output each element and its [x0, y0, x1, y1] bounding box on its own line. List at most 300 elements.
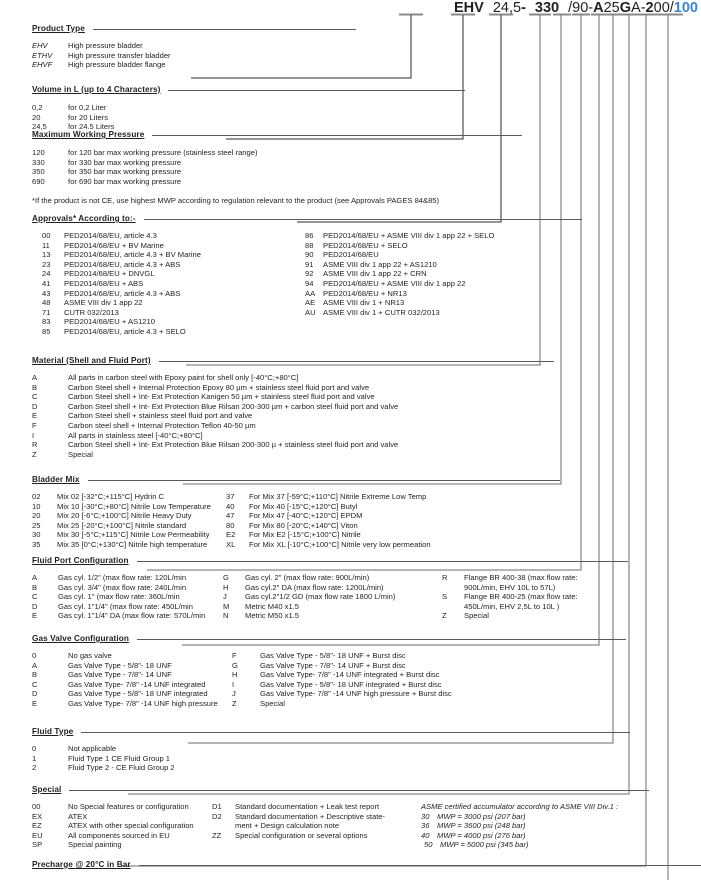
list-item — [32, 177, 522, 187]
section-title-approvals: Approvals* According to:- — [32, 214, 136, 223]
list-item — [305, 308, 555, 318]
section-title-fluid-type: Fluid Type — [32, 727, 74, 736]
row-desc: MWP = 3600 psi (248 bar) — [437, 821, 526, 831]
code-part-approval: 90 — [572, 0, 589, 16]
code-part-gasvalve: A — [631, 0, 641, 16]
list-item — [226, 511, 486, 521]
row-desc: PED2014/68/EU, article 4.3 — [64, 231, 157, 240]
row-code: 20 — [32, 511, 41, 521]
row-code: D1 — [212, 802, 222, 811]
asme-note-text: ASME certified accumulator according to ASME VIII Div.1 : — [421, 802, 619, 811]
list-item — [305, 289, 555, 299]
row-code: M — [223, 601, 230, 611]
code-part-bladder: 25 — [603, 0, 620, 16]
fluid-port-col-2 — [223, 573, 442, 621]
row-desc: Gas cyl. 1"1/4" DA (max flow rate: 570L/min — [58, 611, 206, 621]
row-desc: For Mix 47 [-40°C;+120°C] EPDM — [249, 511, 363, 521]
row-desc: for 0,2 Liter — [68, 103, 107, 112]
section-rule — [88, 480, 560, 481]
row-desc: For Mix 40 [-15°C;+120°C] Butyl — [249, 501, 358, 511]
list-item — [305, 279, 555, 289]
list-item — [32, 831, 212, 841]
section-rule — [81, 732, 630, 733]
row-desc: Mix 10 [-30°C;+80°C] Nitrile Low Temperature — [57, 501, 211, 511]
code-part-fluidtype: 2 — [645, 0, 654, 16]
list-item — [32, 113, 465, 123]
section-special — [32, 785, 651, 850]
list-item — [42, 308, 305, 318]
list-item — [226, 521, 486, 531]
row-code: 330 — [32, 157, 45, 167]
row-code: D2 — [212, 811, 222, 821]
code-part-precharge: 100 — [673, 0, 698, 16]
row-desc: ASME VIII div 1 + NR13 — [323, 298, 405, 308]
row-code: 35 — [32, 539, 41, 549]
row-desc: For Mix 80 [-20°C;+140°C] Viton — [249, 520, 358, 530]
special-col-2 — [212, 802, 421, 850]
row-code: EHVF — [32, 60, 53, 70]
code-part-slash1: / — [568, 0, 573, 16]
section-fluid-type — [32, 727, 630, 773]
section-title-product-type: Product Type — [32, 24, 85, 33]
row-code: EX — [32, 811, 43, 821]
row-code: AU — [305, 307, 316, 317]
row-code: 10 — [32, 501, 41, 511]
list-item — [42, 231, 305, 241]
row-code: Z — [232, 698, 237, 708]
list-item — [32, 821, 212, 831]
list-item — [32, 373, 554, 383]
section-title-gas-valve-configuration: Gas Valve Configuration — [32, 634, 129, 643]
list-item — [32, 651, 232, 661]
list-item — [421, 812, 651, 822]
row-code: 2 — [32, 763, 37, 773]
section-title-bladder-mix: Bladder Mix — [32, 475, 80, 484]
row-desc: Fluid Type 1 CE Fluid Group 1 — [68, 753, 171, 763]
row-code: G — [223, 573, 229, 582]
list-item — [42, 241, 305, 251]
row-desc: PED2014/68/EU — [323, 250, 379, 260]
row-desc: Mix 35 [0°C;+130°C] Nitrile high temperature — [57, 539, 208, 549]
special-col-1 — [32, 802, 212, 850]
row-code: J — [223, 592, 227, 602]
row-code: 36 — [421, 821, 430, 831]
row-code: R — [442, 573, 448, 582]
list-item — [32, 763, 630, 773]
rows-bladder-mix — [32, 492, 560, 550]
section-rule — [144, 219, 582, 220]
rows-material — [32, 373, 554, 459]
row-code: F — [32, 420, 37, 430]
row-desc: Gas cyl. 1/2" (max flow rate: 120L/min — [58, 573, 187, 582]
row-code: 40 — [226, 501, 235, 511]
row-code: 94 — [305, 278, 314, 288]
list-item — [32, 158, 522, 168]
list-item — [32, 167, 522, 177]
row-code: E — [32, 611, 38, 621]
rows-approvals — [32, 231, 582, 337]
list-item — [32, 440, 554, 450]
rows-max-working-pressure — [32, 148, 522, 186]
row-code: EU — [32, 830, 43, 840]
section-title-special: Special — [32, 785, 62, 794]
row-desc: for 350 bar max working pressure — [68, 167, 182, 177]
row-code: C — [32, 679, 38, 689]
code-part-pressure: 330 — [534, 0, 560, 16]
section-product-type — [32, 24, 356, 70]
list-item — [32, 754, 630, 764]
row-desc: Gas Valve Type- 7/8" -14 UNF integrated — [68, 679, 206, 689]
list-item — [232, 651, 492, 661]
list-item — [32, 583, 223, 593]
row-code: 120 — [32, 148, 45, 157]
list-item — [212, 802, 421, 812]
list-item — [32, 60, 356, 70]
list-item — [305, 298, 555, 308]
row-desc: Gas Valve Type- 7/8" -14 UNF high pressure — [68, 698, 218, 708]
row-desc: ASME VIII div 1 + CUTR 032/2013 — [323, 307, 440, 317]
list-item — [442, 592, 592, 611]
list-item — [305, 241, 555, 251]
section-max-working-pressure — [32, 130, 522, 206]
list-item — [232, 689, 492, 699]
row-code: J — [232, 689, 236, 699]
row-desc: for 690 bar max working pressure — [68, 176, 182, 186]
row-code: 30 — [32, 530, 41, 540]
row-desc: Mix 25 [-20°C;+100°C] Nitrile standard — [57, 520, 187, 530]
asme-note-title — [421, 802, 651, 812]
section-rule — [137, 561, 628, 562]
row-desc: Carbon steel shell + Internal Protection Teflon 40-50 µm — [68, 420, 256, 430]
fluid-port-col-3 — [442, 573, 592, 621]
row-code: C — [32, 592, 38, 602]
row-code: Z — [32, 449, 37, 459]
code-part-volume: 24,5 — [492, 0, 522, 16]
section-title-max-working-pressure: Maximum Working Pressure — [32, 130, 145, 139]
row-code: 02 — [32, 492, 41, 501]
row-desc: Gas Valve Type - 5/8"- 18 UNF integrated — [68, 689, 208, 699]
row-code: G — [232, 660, 238, 670]
section-volume — [32, 85, 465, 132]
row-desc: PED2014/68/EU + BV Marine — [64, 240, 164, 250]
row-code: D — [32, 689, 38, 699]
row-desc: Gas cyl. 1"1/4" (max flow rate: 450L/min — [58, 601, 193, 611]
row-code: 83 — [42, 317, 51, 327]
row-desc: Standard documentation + Descriptive state- — [235, 811, 386, 821]
list-item — [32, 103, 465, 113]
bladder-mix-col-2 — [226, 492, 486, 550]
row-desc: For Mix E2 [-15°C;+100°C] Nitrile — [249, 530, 361, 540]
list-item — [32, 521, 226, 531]
row-code: Z — [442, 611, 447, 621]
list-item — [32, 450, 554, 460]
list-item — [212, 812, 421, 822]
row-desc: All parts in stainless steel [-40°C;+80°C] — [68, 430, 203, 440]
row-desc: PED2014/68/EU + DNVGL — [64, 269, 155, 279]
list-item — [42, 317, 305, 327]
code-part-special: 00 — [653, 0, 670, 16]
list-item — [32, 840, 212, 850]
list-item — [32, 492, 226, 502]
list-item — [32, 670, 232, 680]
section-rule — [159, 361, 554, 362]
row-code: D — [32, 601, 38, 611]
row-code: 47 — [226, 511, 235, 521]
row-desc: Fluid Type 2 - CE Fluid Group 2 — [68, 763, 175, 773]
row-code: B — [32, 382, 38, 392]
list-item — [32, 530, 226, 540]
row-desc: Mix 30 [-5°C;+115°C] Nitrile Low Permeability — [57, 530, 210, 540]
row-code: 50 — [424, 840, 433, 850]
row-desc: MWP = 3000 psi (207 bar) — [437, 811, 526, 821]
row-desc: PED2014/68/EU + AS1210 — [64, 317, 155, 327]
section-title-volume: Volume in L (up to 4 Characters) — [32, 85, 161, 94]
list-item — [442, 573, 592, 592]
bladder-mix-col-1 — [32, 492, 226, 550]
section-approvals — [32, 214, 582, 337]
row-desc: Gas Valve Type - 7/8"- 14 UNF + Burst disc — [260, 660, 406, 670]
row-desc: Gas Valve Type - 5/8"- 18 UNF + Burst disc — [260, 651, 406, 660]
row-code: E2 — [226, 530, 236, 540]
rows-special — [32, 802, 651, 850]
list-item — [223, 592, 442, 602]
row-code: 0,2 — [32, 103, 43, 112]
row-code: A — [32, 573, 38, 582]
rows-gas-valve-configuration — [32, 651, 626, 709]
code-part-dash3: - — [640, 0, 646, 16]
row-desc: Gas cyl. 3/4" (max flow rate: 240L/min — [58, 582, 187, 592]
list-item — [42, 250, 305, 260]
row-code: AA — [305, 288, 316, 298]
row-desc: Special configuration or several options — [235, 830, 368, 840]
row-desc: ASME VIII div 1 app 22 + AS1210 — [323, 259, 437, 269]
row-desc: PED2014/68/EU + SELO — [323, 240, 408, 250]
row-desc: for 120 bar max working pressure (stainless steel range) — [68, 148, 258, 157]
row-code: 0 — [32, 744, 37, 753]
row-desc: CUTR 032/2013 — [64, 307, 119, 317]
list-item — [42, 298, 305, 308]
row-desc: MWP = 4000 psi (276 bar) — [437, 830, 526, 840]
list-item — [32, 611, 223, 621]
row-code: R — [32, 440, 38, 450]
row-code: B — [32, 670, 38, 680]
row-desc: Not applicable — [68, 744, 117, 753]
row-code: I — [232, 679, 235, 689]
list-item — [32, 383, 554, 393]
row-desc: ASME VIII div 1 app 22 + CRN — [323, 269, 427, 279]
list-item — [42, 260, 305, 270]
row-code: 43 — [42, 288, 51, 298]
list-item — [32, 744, 630, 754]
row-code: 37 — [226, 492, 235, 501]
product-code-line — [454, 0, 698, 16]
row-code: 00 — [32, 802, 41, 811]
list-item — [32, 699, 232, 709]
row-code: 91 — [305, 259, 314, 269]
list-item — [32, 540, 226, 550]
section-rule — [93, 29, 356, 30]
section-rule — [152, 135, 522, 136]
row-desc: Gas cyl. 2" (max flow rate: 900L/min) — [245, 573, 370, 582]
list-item — [226, 530, 486, 540]
row-code: S — [442, 592, 448, 602]
section-title-precharge: Precharge @ 20°C in Bar — [32, 860, 131, 869]
row-desc: ATEX — [68, 811, 88, 821]
list-item — [442, 611, 592, 621]
list-item — [32, 502, 226, 512]
section-title-material: Material (Shell and Fluid Port) — [32, 356, 151, 365]
list-item — [42, 269, 305, 279]
row-code: 30 — [421, 811, 430, 821]
code-part-dash1: - — [521, 0, 526, 16]
row-code: 92 — [305, 269, 314, 279]
row-desc: Special painting — [68, 840, 122, 850]
row-desc: Gas cyl.2" DA (max flow rate: 1200L/min) — [245, 582, 384, 592]
row-code: EZ — [32, 821, 42, 831]
row-desc: Special — [68, 449, 93, 459]
list-item — [305, 231, 555, 241]
list-item — [226, 492, 486, 502]
row-desc: Gas Valve Type - 7/8"- 14 UNF — [68, 670, 172, 680]
fluid-port-col-1 — [32, 573, 223, 621]
row-code: 11 — [42, 240, 50, 250]
row-desc: PED2014/68/EU + NR13 — [323, 288, 407, 298]
row-code: 71 — [42, 307, 51, 317]
list-item — [232, 661, 492, 671]
row-code: 1 — [32, 753, 37, 763]
code-part-slash2: / — [669, 0, 674, 16]
list-item — [42, 327, 305, 337]
section-rule — [137, 639, 626, 640]
code-part-product: EHV — [454, 0, 484, 16]
code-part-material: A — [593, 0, 604, 16]
row-desc: for 20 Liters — [68, 112, 109, 122]
list-item — [32, 431, 554, 441]
row-code: 40 — [421, 830, 430, 840]
gas-valve-col-1 — [32, 651, 232, 709]
section-fluid-port-configuration — [32, 556, 628, 621]
row-code: 690 — [32, 176, 45, 186]
row-code: E — [32, 411, 38, 421]
list-item — [232, 680, 492, 690]
row-desc: Mix 02 [-32°C;+115°C] Hydrin C — [57, 492, 165, 501]
row-desc: ment + Design calculation note — [235, 821, 340, 831]
rows-product-type — [32, 41, 356, 70]
row-code: 86 — [305, 231, 314, 240]
list-item — [223, 583, 442, 593]
row-code: EHV — [32, 41, 48, 50]
row-desc: Flange BR 400-25 (max flow rate: 450L/min, EHV 2,5L to 10L ) — [464, 592, 578, 611]
row-desc: Gas Valve Type- 7/8" -14 UNF integrated + Burst disc — [260, 670, 440, 680]
row-code: D — [32, 401, 38, 411]
special-col-3 — [421, 802, 651, 850]
row-code: 85 — [42, 326, 51, 336]
list-item — [42, 289, 305, 299]
row-desc: Gas Valve Type - 5/8"- 18 UNF integrated + Burst disc — [260, 679, 442, 689]
row-desc: Flange BR 400-38 (max flow rate: 900L/min, EHV 10L to 57L) — [464, 573, 578, 592]
row-desc: Gas Valve Type - 5/8"- 18 UNF — [68, 660, 172, 670]
rows-fluid-port-configuration — [32, 573, 628, 621]
list-item — [32, 680, 232, 690]
row-desc: All parts in carbon steel with Epoxy paint for shell only [-40°C;+80°C] — [68, 373, 299, 382]
row-desc: Carbon Steel shell + Int- Ext Protection Blue Rilsan 200-300 µm + carbon steel fluid port and valve — [68, 401, 399, 411]
row-desc: PED2014/68/EU, article 4.3 + BV Marine — [64, 250, 201, 260]
rows-fluid-type — [32, 744, 630, 773]
row-desc: ASME VIII div 1 app 22 — [64, 298, 143, 308]
row-code: XL — [226, 539, 236, 549]
list-item — [32, 802, 212, 812]
row-desc: Mix 20 [-6°C;+100°C] Nitrile Heavy Duty — [57, 511, 192, 521]
row-desc: MWP = 5000 psi (345 bar) — [440, 840, 529, 850]
row-desc: PED2014/68/EU, article 4.3 + ABS — [64, 259, 181, 269]
code-part-dash2: - — [588, 0, 594, 16]
list-item — [32, 511, 226, 521]
list-item — [232, 699, 492, 709]
row-code: N — [223, 611, 229, 621]
list-item — [223, 573, 442, 583]
row-code: E — [32, 698, 38, 708]
row-code: A — [32, 660, 38, 670]
row-code — [212, 821, 235, 831]
list-item — [305, 250, 555, 260]
row-code: 13 — [42, 250, 51, 260]
row-code: AE — [305, 298, 316, 308]
section-material — [32, 356, 554, 459]
list-item — [32, 421, 554, 431]
code-part-fluidport: G — [619, 0, 632, 16]
list-item — [226, 502, 486, 512]
row-desc: For Mix 37 [-59°C;+110°C] Nitrile Extreme Low Temp — [249, 492, 427, 501]
list-item — [305, 260, 555, 270]
row-code: 41 — [42, 278, 51, 288]
row-code: ZZ — [212, 830, 222, 840]
section-rule — [69, 790, 649, 791]
row-desc: Carbon Steel shell + Int- Ext Protection Kanigen 50 µm + stainless steel fluid port and valve — [68, 392, 375, 402]
row-code: B — [32, 582, 38, 592]
list-item — [421, 821, 651, 831]
section-bladder-mix — [32, 475, 560, 550]
row-code: ETHV — [32, 50, 53, 60]
row-desc: High pressure transfer bladder — [68, 50, 171, 60]
row-desc: Special — [464, 611, 489, 621]
row-desc: High pressure bladder — [68, 41, 143, 50]
section-title-fluid-port-configuration: Fluid Port Configuration — [32, 556, 129, 565]
list-item — [223, 611, 442, 621]
header-bar — [0, 0, 701, 16]
list-item — [42, 279, 305, 289]
section-precharge — [32, 860, 701, 870]
row-desc: Gas Valve Type- 7/8" -14 UNF high pressure + Burst disc — [260, 689, 452, 699]
list-item — [32, 392, 554, 402]
row-code: 20 — [32, 112, 41, 122]
row-code: 350 — [32, 167, 45, 177]
row-code: A — [32, 373, 38, 382]
list-item — [421, 840, 651, 850]
row-desc: PED2014/68/EU, article 4.3 + SELO — [64, 326, 186, 336]
row-code: H — [223, 582, 229, 592]
row-desc: PED2014/68/EU + ASME VIII div 1 app 22 + SELO — [323, 231, 495, 240]
row-desc: ATEX with other special configuration — [68, 821, 194, 831]
list-item — [32, 661, 232, 671]
list-item — [32, 812, 212, 822]
row-code: 24 — [42, 269, 51, 279]
row-code: 48 — [42, 298, 51, 308]
list-item — [232, 670, 492, 680]
row-code: 90 — [305, 250, 314, 260]
row-desc: PED2014/68/EU, article 4.3 + ABS — [64, 288, 181, 298]
list-item — [212, 821, 421, 831]
row-code: 00 — [42, 231, 51, 240]
